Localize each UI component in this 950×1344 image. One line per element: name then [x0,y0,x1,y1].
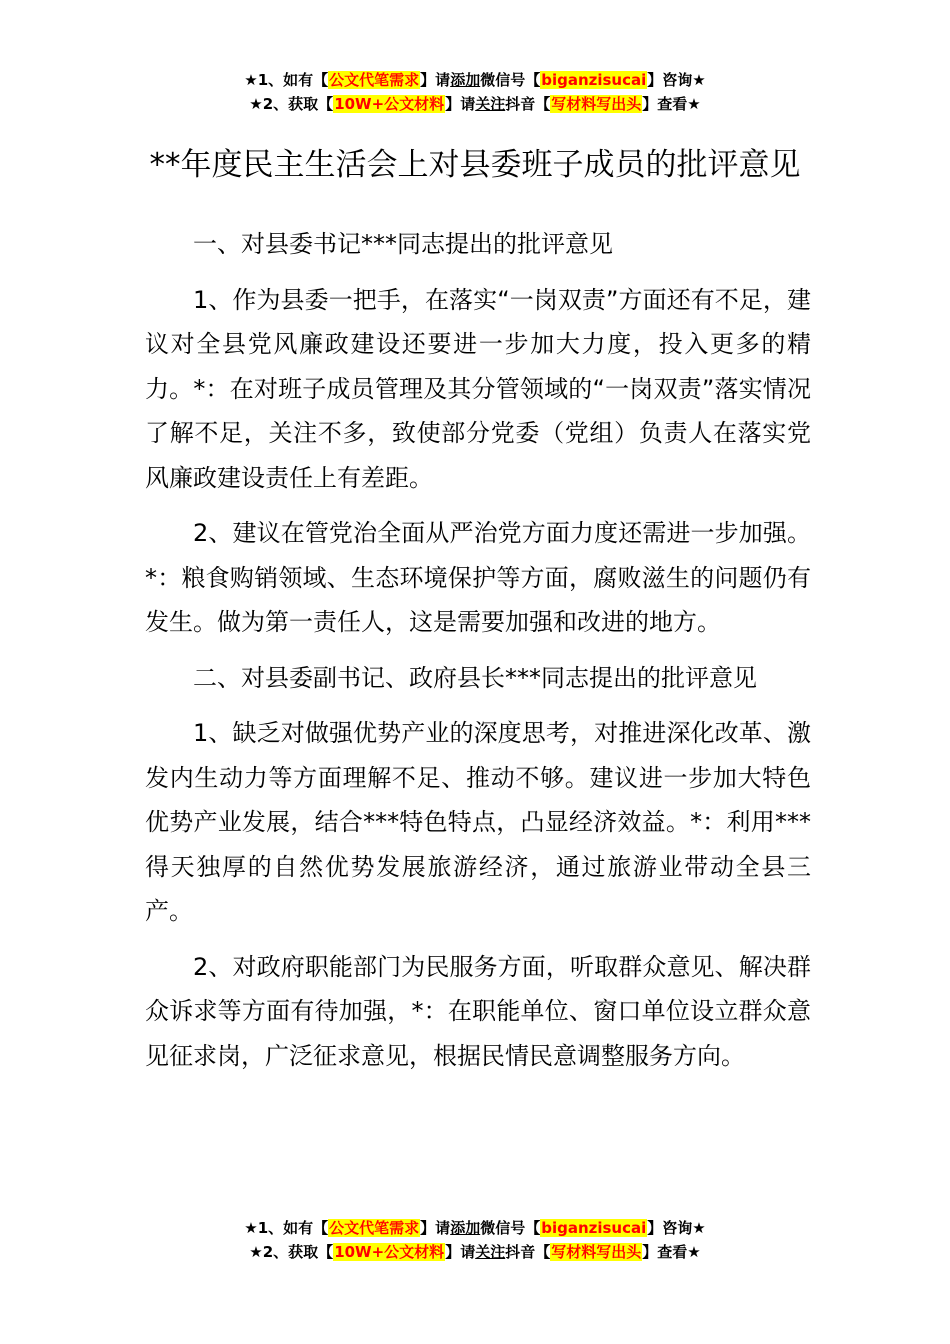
banner-text: 】咨询★ [647,1219,706,1237]
banner-underline: 添加 [450,1219,481,1237]
banner-text: 】查看★ [642,1243,701,1261]
top-banner [0,68,950,116]
banner-highlight: 写材料写出头 [551,95,642,113]
banner-text: 】咨询★ [647,71,706,89]
banner-highlight: 写材料写出头 [551,1243,642,1261]
banner-underline: 关注 [475,1243,506,1261]
banner-highlight: 10W+公文材料 [334,1243,445,1261]
banner-text: ★2、获取【 [249,1243,334,1261]
paragraph: 1、缺乏对做强优势产业的深度思考，对推进深化改革、激发内生动力等方面理解不足、推动不够。建议进一步加大特色优势产业发展，结合***特色特点，凸显经济效益。*：利用***得天独厚的自然优势发展旅游经济，通过旅游业带动全县三产。 [145,719,811,925]
paragraph: 2、建议在管党治全面从严治党方面力度还需进一步加强。*：粮食购销领域、生态环境保护等方面，腐败滋生的问题仍有发生。做为第一责任人，这是需要加强和改进的地方。 [145,519,811,636]
banner-underline: 添加 [450,71,481,89]
banner-text: 】查看★ [642,95,701,113]
banner-text: ★2、获取【 [249,95,334,113]
section-heading-2: 二、对县委副书记、政府县长***同志提出的批评意见 [193,663,757,692]
banner-text: 】请 [445,1243,476,1261]
banner-text: 微信号【 [480,71,541,89]
document-body [145,222,811,1089]
banner-text: 抖音【 [505,1243,551,1261]
banner-highlight: biganzisucai [541,1219,647,1237]
banner-line-2 [0,92,950,116]
banner-text: 】请 [445,95,476,113]
banner-text: 微信号【 [480,1219,541,1237]
paragraph: 2、对政府职能部门为民服务方面，听取群众意见、解决群众诉求等方面有待加强，*：在职能单位、窗口单位设立群众意见征求岗，广泛征求意见，根据民情民意调整服务方向。 [145,952,811,1070]
banner-underline: 关注 [475,95,506,113]
banner-highlight: 公文代笔需求 [329,1219,420,1237]
banner-text: 抖音【 [505,95,551,113]
section-heading-1: 一、对县委书记***同志提出的批评意见 [193,230,613,258]
banner-text: 】请 [420,71,451,89]
banner-highlight: 公文代笔需求 [329,71,420,89]
banner-line-1 [0,1216,950,1240]
banner-line-2 [0,1240,950,1264]
banner-text: ★1、如有【 [244,71,329,89]
banner-text: 】请 [420,1219,451,1237]
banner-text: ★1、如有【 [244,1219,329,1237]
banner-line-1 [0,68,950,92]
paragraph: 1、作为县委一把手，在落实“一岗双责”方面还有不足，建议对全县党风廉政建设还要进一步加大力度，投入更多的精力。*：在对班子成员管理及其分管领域的“一岗双责”落实情况了解不足，关注不多，致使部分党委（党组）负责人在落实党风廉政建设责任上有差距。 [145,285,811,492]
banner-highlight: 10W+公文材料 [334,95,445,113]
bottom-banner [0,1216,950,1264]
document-title: **年度民主生活会上对县委班子成员的批评意见 [149,146,801,183]
banner-highlight: biganzisucai [541,71,647,89]
